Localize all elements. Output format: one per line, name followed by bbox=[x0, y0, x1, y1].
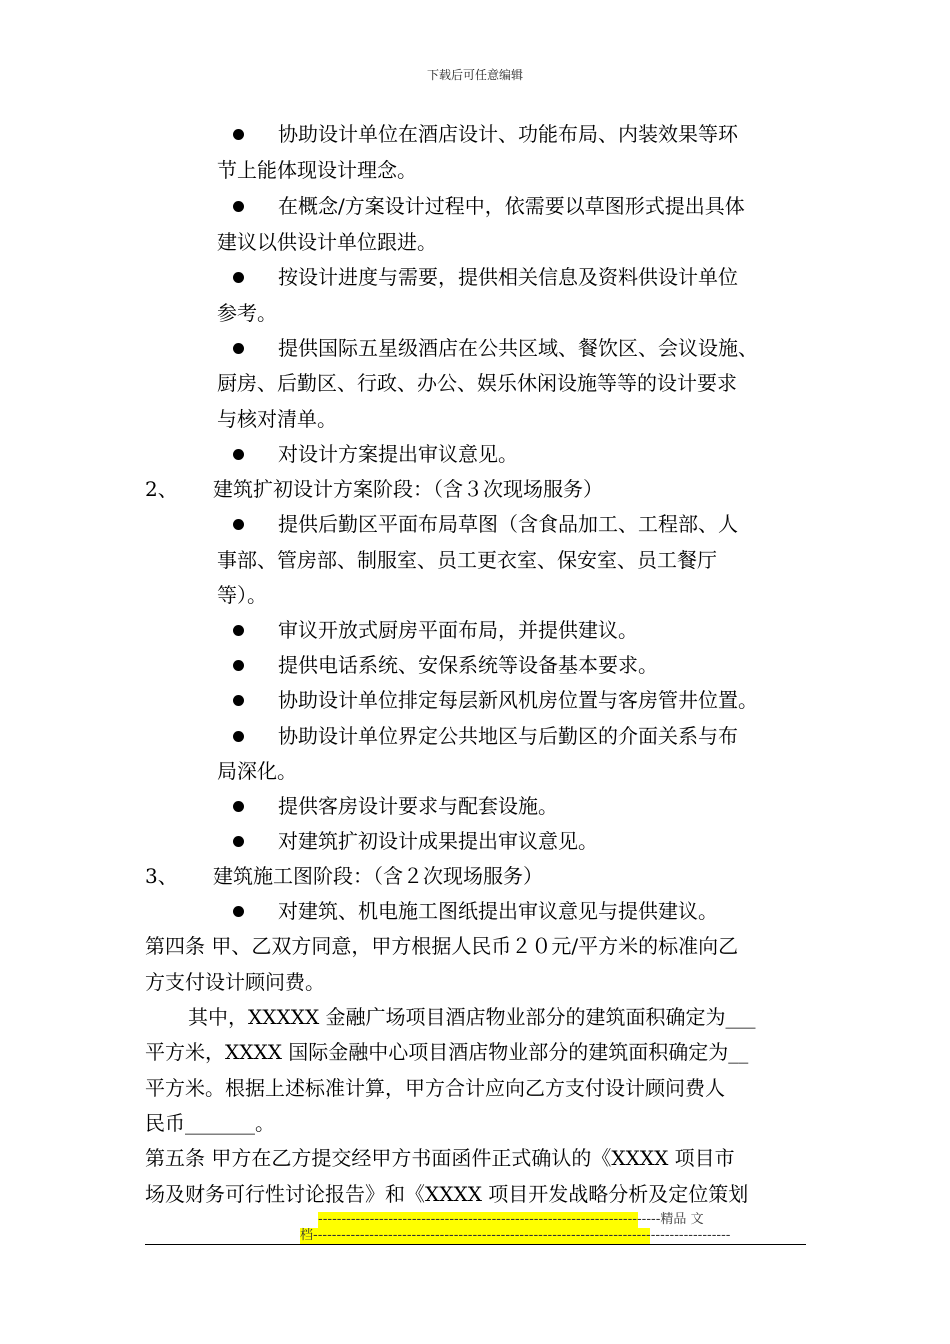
section-heading: 建筑施工图阶段：（含２次现场服务） bbox=[213, 864, 543, 888]
bullet-icon bbox=[233, 519, 244, 530]
bullet-item-text: 对设计方案提出审议意见。 bbox=[278, 442, 518, 466]
bullet-icon bbox=[233, 801, 244, 812]
text-line: 建议以供设计单位跟进。 bbox=[217, 230, 437, 254]
text-line: 局深化。 bbox=[217, 759, 297, 783]
bullet-icon bbox=[233, 201, 244, 212]
bullet-item-text: 对建筑扩初设计成果提出审议意见。 bbox=[278, 829, 598, 853]
bullet-item-text: 提供国际五星级酒店在公共区域、餐饮区、会议设施、 bbox=[278, 336, 758, 360]
text-line: 方支付设计顾问费。 bbox=[145, 970, 325, 994]
text-line: 其中，XXXXX 金融广场项目酒店物业部分的建筑面积确定为___ bbox=[188, 1005, 756, 1029]
text-line: 平方米。根据上述标准计算，甲方合计应向乙方支付设计顾问费人 bbox=[145, 1076, 725, 1100]
footer-watermark-line2: 档----------------------------------------------------------------------------------------- bbox=[300, 1228, 731, 1243]
text-line: 参考。 bbox=[217, 301, 277, 325]
text-line: 场及财务可行性讨论报告》和《XXXX 项目开发战略分析及定位策划 bbox=[145, 1182, 749, 1206]
bullet-item-text: 提供后勤区平面布局草图（含食品加工、工程部、人 bbox=[278, 512, 738, 536]
bullet-icon bbox=[233, 272, 244, 283]
bullet-icon bbox=[233, 343, 244, 354]
text-line: 第四条 甲、乙双方同意，甲方根据人民币２０元/平方米的标准向乙 bbox=[145, 934, 739, 958]
bullet-icon bbox=[233, 906, 244, 917]
bullet-item-text: 协助设计单位排定每层新风机房位置与客房管井位置。 bbox=[278, 688, 758, 712]
text-line: 等）。 bbox=[217, 583, 267, 607]
bullet-item-text: 提供电话系统、安保系统等设备基本要求。 bbox=[278, 653, 658, 677]
bullet-icon bbox=[233, 449, 244, 460]
bullet-icon bbox=[233, 625, 244, 636]
text-line: 第五条 甲方在乙方提交经甲方书面函件正式确认的《XXXX 项目市 bbox=[145, 1146, 735, 1170]
footer-rule bbox=[145, 1244, 806, 1245]
bullet-item-text: 提供客房设计要求与配套设施。 bbox=[278, 794, 558, 818]
bullet-item-text: 在概念/方案设计过程中，依需要以草图形式提出具体 bbox=[278, 194, 745, 218]
bullet-icon bbox=[233, 660, 244, 671]
text-line: 与核对清单。 bbox=[217, 407, 337, 431]
bullet-item-text: 审议开放式厨房平面布局，并提供建议。 bbox=[278, 618, 638, 642]
bullet-icon bbox=[233, 836, 244, 847]
section-number: 2、 bbox=[145, 477, 178, 501]
text-line: 厨房、后勤区、行政、办公、娱乐休闲设施等等的设计要求 bbox=[217, 371, 737, 395]
text-line: 民币_______。 bbox=[145, 1111, 275, 1135]
text-line: 平方米，XXXX 国际金融中心项目酒店物业部分的建筑面积确定为__ bbox=[145, 1040, 749, 1064]
bullet-icon bbox=[233, 731, 244, 742]
text-line: 事部、管房部、制服室、员工更衣室、保安室、员工餐厅 bbox=[217, 548, 717, 572]
text-line: 节上能体现设计理念。 bbox=[217, 158, 417, 182]
bullet-item-text: 对建筑、机电施工图纸提出审议意见与提供建议。 bbox=[278, 899, 718, 923]
bullet-icon bbox=[233, 129, 244, 140]
section-number: 3、 bbox=[145, 864, 178, 888]
bullet-icon bbox=[233, 695, 244, 706]
bullet-item-text: 按设计进度与需要，提供相关信息及资料供设计单位 bbox=[278, 265, 738, 289]
page-header: 下载后可任意编辑 bbox=[426, 68, 523, 82]
footer-watermark-line1: -------------------------------------------------------------------------精品 文 bbox=[318, 1212, 704, 1227]
bullet-item-text: 协助设计单位在酒店设计、功能布局、内装效果等环 bbox=[278, 122, 738, 146]
bullet-item-text: 协助设计单位界定公共地区与后勤区的介面关系与布 bbox=[278, 724, 738, 748]
section-heading: 建筑扩初设计方案阶段：（含３次现场服务） bbox=[213, 477, 603, 501]
